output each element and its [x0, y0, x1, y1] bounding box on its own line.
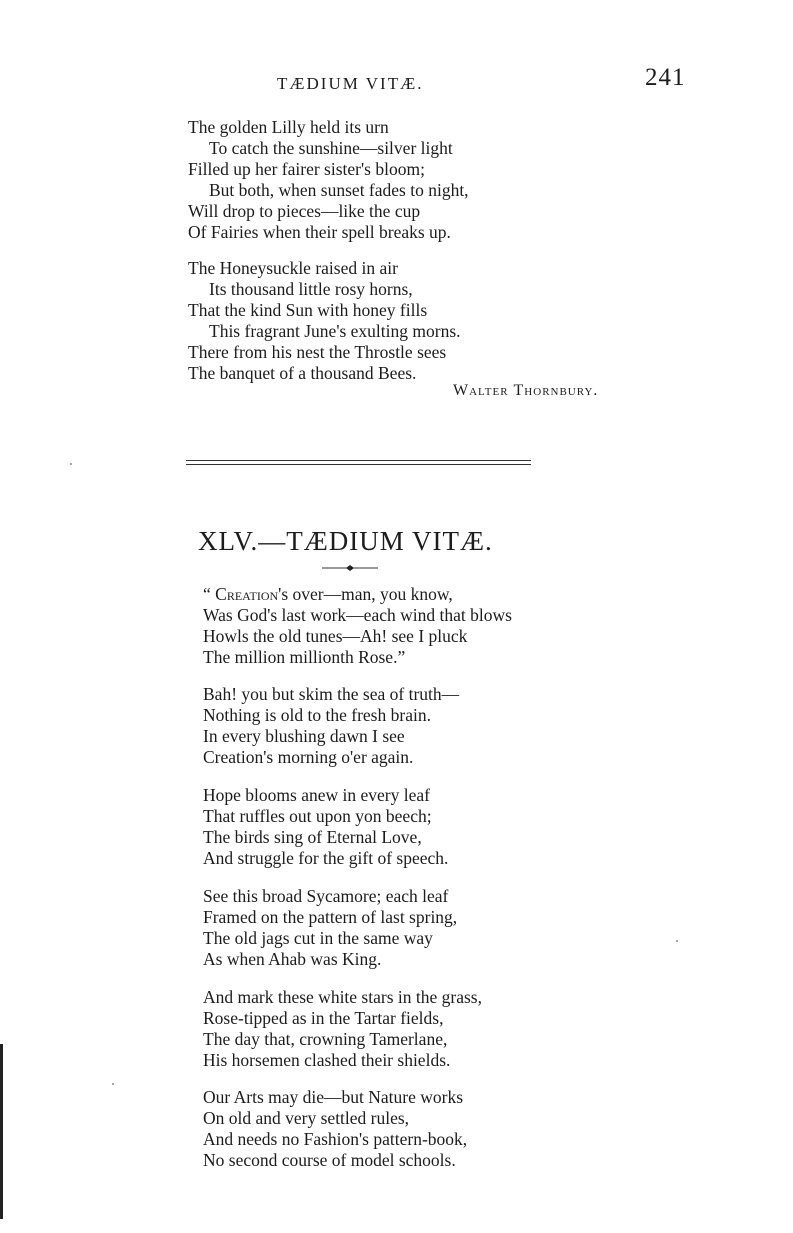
verse-line [203, 584, 453, 605]
scan-speck [70, 463, 72, 465]
verse-line: And struggle for the gift of speech. [203, 848, 449, 868]
section-divider-rule [186, 460, 531, 461]
verse-line: Creation's morning o'er again. [203, 747, 414, 767]
verse-line: And needs no Fashion's pattern-book, [203, 1129, 468, 1149]
opening-rest: 's over—man, you know, [278, 584, 453, 604]
verse-line: The Honeysuckle raised in air [188, 258, 398, 278]
verse-line: The old jags cut in the same way [203, 928, 433, 948]
author-last-name: Thornbury. [513, 382, 599, 399]
verse-line: Framed on the pattern of last spring, [203, 907, 458, 927]
verse-line: Bah! you but skim the sea of truth— [203, 684, 460, 704]
title-ornament-icon [322, 563, 378, 573]
section-divider-rule [186, 464, 531, 465]
verse-line: Howls the old tunes—Ah! see I pluck [203, 626, 468, 646]
verse-line: On old and very settled rules, [203, 1108, 410, 1128]
verse-line: This fragrant June's exulting morns. [209, 321, 461, 341]
verse-line: As when Ahab was King. [203, 949, 382, 969]
running-head: TÆDIUM VITÆ. [277, 74, 424, 93]
author-first-name: Walter [453, 382, 509, 399]
verse-line: There from his nest the Throstle sees [188, 342, 447, 362]
verse-line: The banquet of a thousand Bees. [188, 363, 417, 383]
verse-line: Hope blooms anew in every leaf [203, 785, 430, 805]
author-attribution [453, 382, 598, 400]
verse-line: Nothing is old to the fresh brain. [203, 705, 431, 725]
verse-line: His horsemen clashed their shields. [203, 1050, 451, 1070]
page-number: 241 [645, 64, 686, 91]
verse-line: Will drop to pieces—like the cup [188, 201, 421, 221]
verse-line: To catch the sunshine—silver light [209, 138, 453, 158]
scan-speck [676, 940, 678, 942]
verse-line: But both, when sunset fades to night, [209, 180, 469, 200]
poem-title: XLV.—TÆDIUM VITÆ. [198, 526, 493, 556]
verse-line: Filled up her fairer sister's bloom; [188, 159, 425, 179]
opening-word: Creation [215, 584, 279, 604]
verse-line: The birds sing of Eternal Love, [203, 827, 422, 847]
verse-line: That ruffles out upon yon beech; [203, 806, 432, 826]
verse-line: In every blushing dawn I see [203, 726, 405, 746]
page-edge-shadow [0, 1044, 3, 1219]
verse-line: Our Arts may die—but Nature works [203, 1087, 464, 1107]
verse-line: Its thousand little rosy horns, [209, 279, 413, 299]
verse-line: Was God's last work—each wind that blows [203, 605, 512, 625]
verse-line: And mark these white stars in the grass, [203, 987, 482, 1007]
verse-line: The day that, crowning Tamerlane, [203, 1029, 448, 1049]
verse-line: The golden Lilly held its urn [188, 117, 389, 137]
verse-line: The million millionth Rose.” [203, 647, 406, 667]
verse-line: That the kind Sun with honey fills [188, 300, 428, 320]
opening-quote: “ [203, 584, 216, 604]
verse-line: See this broad Sycamore; each leaf [203, 886, 449, 906]
verse-line: Of Fairies when their spell breaks up. [188, 222, 451, 242]
verse-line: No second course of model schools. [203, 1150, 456, 1170]
verse-line: Rose-tipped as in the Tartar fields, [203, 1008, 444, 1028]
scan-speck [112, 1083, 114, 1085]
